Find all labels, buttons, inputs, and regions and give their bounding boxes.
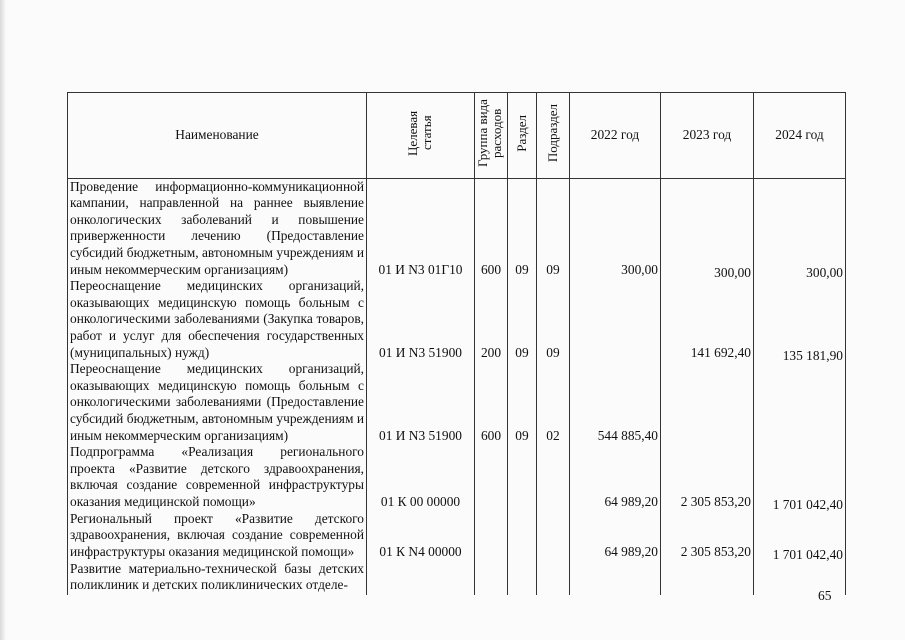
col-header-2022: 2022 год: [570, 93, 661, 179]
row-name: Региональный проект «Развитие детского здравоохранения, включая создание современной инфраструктуры оказания медицинской помощи»: [68, 511, 367, 561]
row-2023: 300,00: [661, 178, 754, 278]
row-2023: 141 692,40: [661, 278, 754, 361]
row-2024: [754, 361, 846, 444]
table-row: [68, 511, 846, 561]
row-2023: 2 305 853,20: [661, 511, 754, 561]
row-section: 09: [508, 178, 537, 278]
row-2024: 135 181,90: [754, 278, 846, 361]
row-section: [508, 444, 537, 510]
row-2024: 1 701 042,40: [754, 511, 846, 561]
row-group: 600: [475, 178, 508, 278]
row-subsection: 02: [537, 361, 570, 444]
row-2022: 544 885,40: [570, 361, 661, 444]
row-2023: 2 305 853,20: [661, 444, 754, 510]
row-target: 01 И N3 01Г10: [367, 178, 475, 278]
row-2023: [661, 361, 754, 444]
row-subsection: 09: [537, 178, 570, 278]
row-target: [367, 561, 475, 595]
header-row: [68, 93, 846, 179]
page-number: 65: [818, 588, 832, 603]
table-row: [68, 561, 846, 595]
col-header-name: Наименование: [68, 93, 367, 179]
row-name: Проведение информационно-коммуникационной кампании, направленной на раннее выявление онкологических заболеваний и повышение приверженности лечению (Предоставление субсидий бюджетным, автономным учреждениям и иным некоммерческим организациям): [68, 178, 367, 278]
row-subsection: [537, 444, 570, 510]
row-2024: 300,00: [754, 178, 846, 278]
row-section: [508, 511, 537, 561]
row-name: Переоснащение медицинских организаций, оказывающих медицинскую помощь больным с онкологическими заболеваниями (Закупка товаров, работ и услуг для обеспечения государственных (муниципальных) нужд): [68, 278, 367, 361]
row-subsection: [537, 511, 570, 561]
row-target: 01 К 00 00000: [367, 444, 475, 510]
col-header-2023: 2023 год: [661, 93, 754, 179]
row-section: 09: [508, 278, 537, 361]
row-group: 200: [475, 278, 508, 361]
row-group: [475, 561, 508, 595]
row-2022: [570, 278, 661, 361]
table-row: [68, 278, 846, 361]
table-row: [68, 444, 846, 510]
row-target: 01 И N3 51900: [367, 361, 475, 444]
row-section: 09: [508, 361, 537, 444]
row-subsection: 09: [537, 278, 570, 361]
col-header-subsection: Подраздел: [537, 93, 570, 179]
row-2022: [570, 561, 661, 595]
row-2022: 64 989,20: [570, 511, 661, 561]
budget-table: [67, 92, 846, 595]
row-subsection: [537, 561, 570, 595]
row-2024: 1 701 042,40: [754, 444, 846, 510]
table-row: [68, 361, 846, 444]
col-header-target: Целевая статья: [367, 93, 475, 179]
scan-shadow: [0, 0, 6, 640]
row-target: 01 К N4 00000: [367, 511, 475, 561]
row-2022: 64 989,20: [570, 444, 661, 510]
col-header-section: Раздел: [508, 93, 537, 179]
row-group: [475, 444, 508, 510]
row-name: Развитие материально-технической базы детских поликлиник и детских поликлинических отделе-: [68, 561, 367, 595]
col-header-2024: 2024 год: [754, 93, 846, 179]
table-row: [68, 178, 846, 278]
row-name: Подпрограмма «Реализация регионального проекта «Развитие детского здравоохранения, включая создание современной инфраструктуры оказания медицинской помощи»: [68, 444, 367, 510]
col-header-expense-group: Группа вида расходов: [475, 93, 508, 179]
row-2023: [661, 561, 754, 595]
row-group: [475, 511, 508, 561]
row-group: 600: [475, 361, 508, 444]
row-name: Переоснащение медицинских организаций, оказывающих медицинскую помощь больным с онкологическими заболеваниями (Предоставление субсидий бюджетным, автономным учреждениям и иным некоммерческим организациям): [68, 361, 367, 444]
row-section: [508, 561, 537, 595]
row-2022: 300,00: [570, 178, 661, 278]
row-target: 01 И N3 51900: [367, 278, 475, 361]
